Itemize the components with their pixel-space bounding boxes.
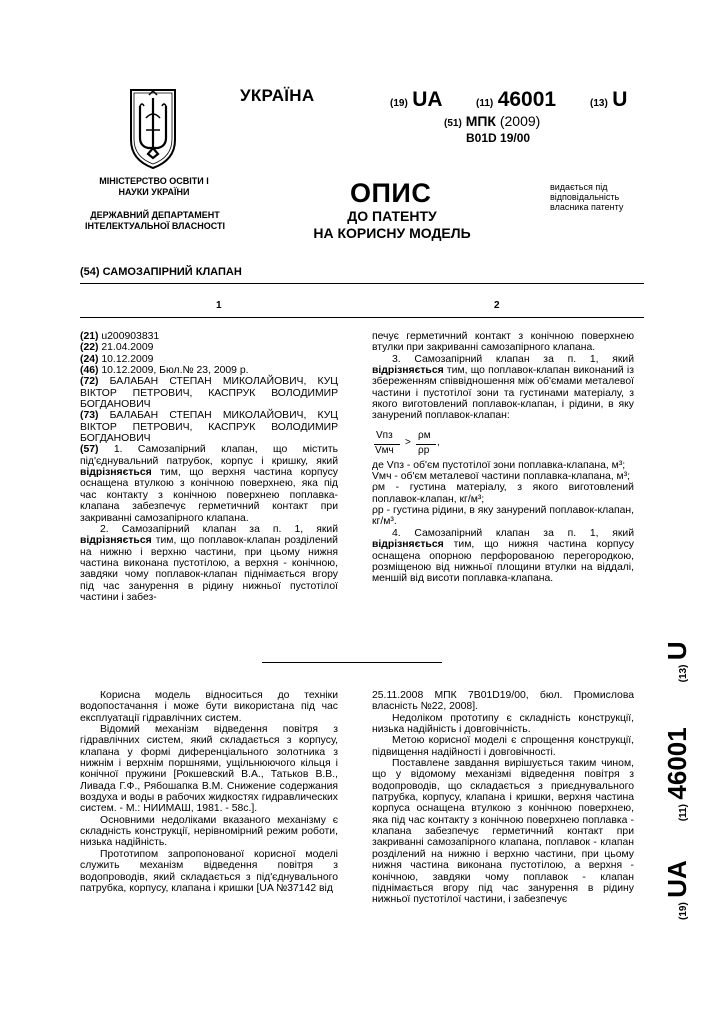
side-inid-11: (11) <box>678 804 689 822</box>
patent-number-field <box>476 88 556 112</box>
claim-1: (57) 1. Самозапірний клапан, що містить під'єднувальний патрубок, корпус і кришку, який відрізняється тим, що верхня частина корпусу оснащена втулкою з конічною поверхнею, яка під час контакту з конічною поверхнею поплавка-клапана забезпечує герметичний контакт при закриванні самозапірного клапана. <box>80 444 338 524</box>
country-code-field <box>390 88 443 112</box>
description-paragraph-8: Поставлене завдання вирішується таким чином, що у відомому механізмі відведення повітря з водопроводів, що складається з приєднувального патрубка, корпусу, клапана і кришки, верхня частина корпуса оснащена втулкою з конічною поверхнею, яка під час контакту з конічною поверхнею поплавка - клапана забезпечує герметичний контакт при закриванні самозапірного клапана, поплавок - клапан розділений на нижню і верхню частини, при цьому нижня частина виконана пустотілою, а верхня - конічною, завдяки чому поплавок - клапан піднімається вгору під час занурення в рідину нижньої пустотілої частини, і забезпечує <box>372 758 634 906</box>
issued-note: видається під відповідальність власника патенту <box>550 182 624 212</box>
column-number-1: 1 <box>216 300 222 311</box>
claim-3: 3. Самозапірний клапан за п. 1, який відрізняється тим, що поплавок-клапан виконаний із збереженням співвідношення між об'ємами металевої частини і пустотілої зони та густинами матеріалу, з якого виготовлений поплавок-клапан, і рідини, в яку занурений поплавок-клапан: <box>372 353 634 422</box>
density-volume-formula <box>374 430 454 460</box>
description-paragraph-4: Прототипом запропонованої корисної моделі служить механізм відведення повітря з водопроводів, який складається з під'єднувального патрубка, корпусу, клапана і кришки [UA №37142 від <box>80 848 338 894</box>
inid-13: (13) <box>590 98 608 109</box>
description-paragraph-6: Недоліком прототипу є складність конструкції, низька надійність і довговічність. <box>372 712 634 736</box>
inid-51: (51) <box>444 118 462 129</box>
where-1: де Vпз - об'єм пустотілої зони поплавка-клапана, м³; <box>372 459 626 471</box>
title-divider <box>80 283 644 284</box>
side-patent-number: 46001 <box>662 727 692 800</box>
patent-number: 46001 <box>497 88 557 111</box>
country-code: UA <box>412 88 443 111</box>
formula-comma: , <box>437 437 440 448</box>
side-kind-code: U <box>662 641 692 661</box>
where-2: Vмч - об'єм металевої частини поплавка-клапана, м³; <box>372 471 631 483</box>
kind-code: U <box>612 88 628 111</box>
description-paragraph-1: Корисна модель відноситься до техніки водопостачання і може бути використана під час експлуатації гідравлічних систем. <box>80 690 338 724</box>
claim-4: 4. Самозапірний клапан за п. 1, який відрізняється тим, що нижня частина корпусу оснащена опорною перфорованою перегородкою, розміщеною від нижньої площини втулки на віддалі, меншій від висоти поплавка-клапана. <box>372 527 634 585</box>
column-number-2: 2 <box>494 300 500 311</box>
ipc-year: (2009) <box>499 113 541 129</box>
side-inid-13: (13) <box>678 664 689 683</box>
field-21: (21) u200903831 <box>80 331 160 342</box>
side-country-code: UA <box>662 860 692 898</box>
inid-19: (19) <box>390 98 408 109</box>
document-subtitle-line-2: НА КОРИСНУ МОДЕЛЬ <box>313 225 471 241</box>
side-patent-id <box>662 596 690 920</box>
description-right-column <box>372 690 634 906</box>
field-72: (72) БАЛАБАН СТЕПАН МИКОЛАЙОВИЧ, КУЦ ВІКТОР ПЕТРОВИЧ, КАСПРУК ВОЛОДИМИР БОГДАНОВИЧ <box>80 376 338 411</box>
columns-divider <box>80 317 644 318</box>
section-separator <box>262 662 442 663</box>
kind-code-field <box>590 88 627 112</box>
bibliographic-data <box>80 331 338 603</box>
ministry-label: МІНІСТЕРСТВО ОСВІТИ І НАУКИ УКРАЇНИ <box>99 176 209 197</box>
ukraine-coat-of-arms-icon <box>128 88 178 170</box>
formula-vmch: Vмч <box>375 445 394 456</box>
country-name: УКРАЇНА <box>240 86 315 105</box>
side-patent-id-text <box>662 596 690 920</box>
where-4: ρр - густина рідини, в яку занурений поплавок-клапан, кг/м³. <box>372 505 634 528</box>
formula-rho-m: ρм <box>418 430 431 441</box>
inid-11: (11) <box>476 98 494 109</box>
invention-title: (54) САМОЗАПІРНИЙ КЛАПАН <box>80 266 242 278</box>
description-paragraph-2: Відомий механізм відведення повітря з гідравлічних систем, який складається з корпусу, клапана у формі диференціального золотника з нижнім і верхнім поршнями, ущільнюючого кільця і конічної пружини [Рокшевский В.А., Татьков В.В., Ливада Г.Ф., Рябошапка В.М. Снижение содержания воздуха и воды в рабочих жидкостях гидравлических систем. - М.: НИИМАШ, 1981. - 58с.]. <box>80 724 338 815</box>
formula-gt: > <box>405 437 411 448</box>
description-paragraph-5: 25.11.2008 МПК 7В01D19/00, бюл. Промислова власність №22, 2008]. <box>372 690 634 713</box>
document-subtitle <box>292 208 492 242</box>
department-label: ДЕРЖАВНИЙ ДЕПАРТАМЕНТ ІНТЕЛЕКТУАЛЬНОЇ ВЛАСНОСТІ <box>85 210 225 231</box>
where-3: ρм - густина матеріалу, з якого виготовлений поплавок-клапан, кг/м³; <box>372 482 634 505</box>
field-73: (73) БАЛАБАН СТЕПАН МИКОЛАЙОВИЧ, КУЦ ВІКТОР ПЕТРОВИЧ, КАСПРУК ВОЛОДИМИР БОГДАНОВИЧ <box>80 410 338 445</box>
document-title: ОПИС <box>350 178 432 208</box>
description-paragraph-7: Метою корисної моделі є спрощення конструкції, підвищення надійності і довговічності. <box>372 735 634 758</box>
field-24: (24) 10.12.2009 <box>80 353 154 365</box>
side-inid-19: (19) <box>678 902 689 920</box>
document-subtitle-line-1: ДО ПАТЕНТУ <box>347 208 437 224</box>
formula-vpz: Vпз <box>376 430 393 441</box>
field-46: (46) 10.12.2009, Бюл.№ 23, 2009 р. <box>80 365 249 377</box>
ipc-line <box>444 113 540 129</box>
claim-2: 2. Самозапірний клапан за п. 1, який відрізняється тим, що поплавок-клапан розділений на нижню і верхню частини, при цьому нижня частина виконана пустотілою, а верхня - конічною, завдяки чому поплавок-клапан піднімається вгору під час занурення в рідину нижньої пустотілої частини і забез- <box>80 523 338 603</box>
description-paragraph-3: Основними недоліками вказаного механізму є складність конструкції, нерівномірний режим роботи, низька надійність. <box>80 814 338 849</box>
field-22: (22) 21.04.2009 <box>80 342 154 354</box>
formula-rho-r: ρр <box>418 445 430 456</box>
description-left-column <box>80 690 338 894</box>
claim-2-continued: печує герметичний контакт з конічною поверхнею втулки при закриванні самозапірного клапана. <box>372 331 634 354</box>
ipc-class: B01D 19/00 <box>466 131 531 145</box>
ipc-label: МПК <box>465 113 496 129</box>
